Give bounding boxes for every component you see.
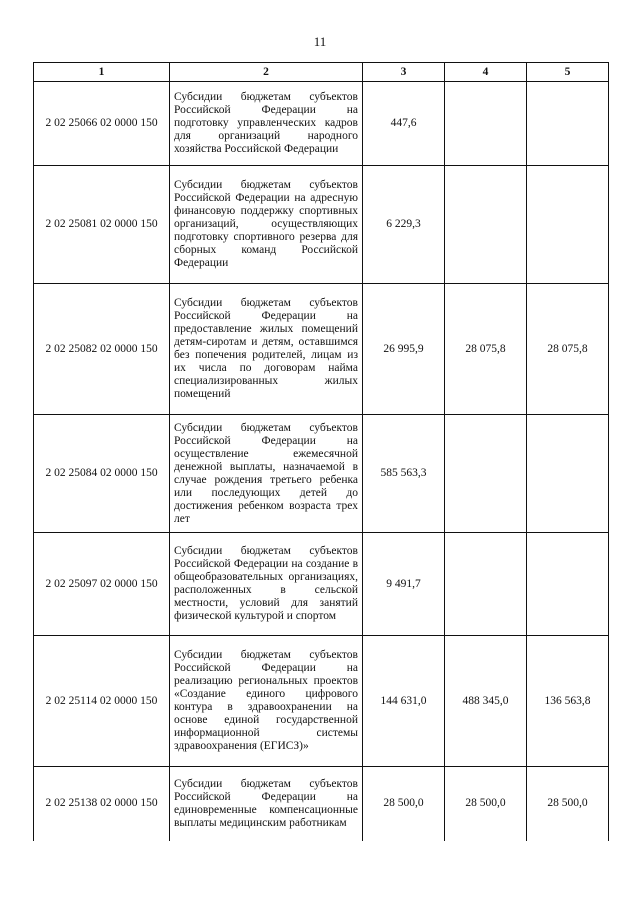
amount-col3: 26 995,9 (363, 284, 445, 415)
amount-col5: 28 075,8 (527, 284, 609, 415)
amount-col3: 144 631,0 (363, 636, 445, 767)
subsidy-name: Субсидии бюджетам субъектов Российской Федерации на предоставление жилых помещений детям-сиротам и детям, оставшимся без попечения родителей, лицам из их числа по договорам найма специализированных жилых помещений (170, 284, 363, 415)
table-header-row (34, 63, 609, 82)
column-header: 3 (363, 63, 445, 82)
table-row (34, 533, 609, 636)
table-row (34, 284, 609, 415)
table-row (34, 767, 609, 841)
budget-code: 2 02 25082 02 0000 150 (34, 284, 170, 415)
amount-col5: 28 500,0 (527, 767, 609, 841)
amount-col4: 28 500,0 (445, 767, 527, 841)
column-header: 2 (170, 63, 363, 82)
amount-col5 (527, 533, 609, 636)
budget-code: 2 02 25097 02 0000 150 (34, 533, 170, 636)
page-number: 11 (313, 34, 327, 49)
amount-col5 (527, 415, 609, 533)
amount-col4 (445, 533, 527, 636)
subsidy-name: Субсидии бюджетам субъектов Российской Федерации на создание в общеобразовательных организациях, расположенных в сельской местности, условий для занятий физической культурой и спортом (170, 533, 363, 636)
subsidy-name: Субсидии бюджетам субъектов Российской Федерации на осуществление ежемесячной денежной выплаты, назначаемой в случае рождения третьего ребенка или последующих детей до достижения ребенком возраста трех лет (170, 415, 363, 533)
budget-code: 2 02 25081 02 0000 150 (34, 166, 170, 284)
amount-col4 (445, 415, 527, 533)
amount-col4: 488 345,0 (445, 636, 527, 767)
table-row (34, 636, 609, 767)
amount-col4 (445, 82, 527, 166)
subsidy-name: Субсидии бюджетам субъектов Российской Федерации на реализацию региональных проектов «Создание единого цифрового контура в здравоохранении на основе единой государственной информационной системы здравоохранения (ЕГИСЗ)» (170, 636, 363, 767)
amount-col3: 6 229,3 (363, 166, 445, 284)
subsidy-name: Субсидии бюджетам субъектов Российской Федерации на адресную финансовую поддержку спортивных организаций, осуществляющих подготовку спортивного резерва для сборных команд Российской Федерации (170, 166, 363, 284)
budget-code: 2 02 25138 02 0000 150 (34, 767, 170, 841)
amount-col5 (527, 82, 609, 166)
column-header: 1 (34, 63, 170, 82)
column-header: 4 (445, 63, 527, 82)
table-row (34, 166, 609, 284)
table-row (34, 415, 609, 533)
table-row (34, 82, 609, 166)
amount-col5: 136 563,8 (527, 636, 609, 767)
amount-col4 (445, 166, 527, 284)
budget-code: 2 02 25114 02 0000 150 (34, 636, 170, 767)
budget-table (33, 62, 609, 841)
amount-col3: 28 500,0 (363, 767, 445, 841)
amount-col4: 28 075,8 (445, 284, 527, 415)
subsidy-name: Субсидии бюджетам субъектов Российской Федерации на единовременные компенсационные выплаты медицинским работникам (170, 767, 363, 841)
budget-code: 2 02 25066 02 0000 150 (34, 82, 170, 166)
column-header: 5 (527, 63, 609, 82)
amount-col3: 585 563,3 (363, 415, 445, 533)
subsidy-name: Субсидии бюджетам субъектов Российской Федерации на подготовку управленческих кадров для организаций народного хозяйства Российской Федерации (170, 82, 363, 166)
amount-col3: 9 491,7 (363, 533, 445, 636)
amount-col5 (527, 166, 609, 284)
amount-col3: 447,6 (363, 82, 445, 166)
budget-code: 2 02 25084 02 0000 150 (34, 415, 170, 533)
